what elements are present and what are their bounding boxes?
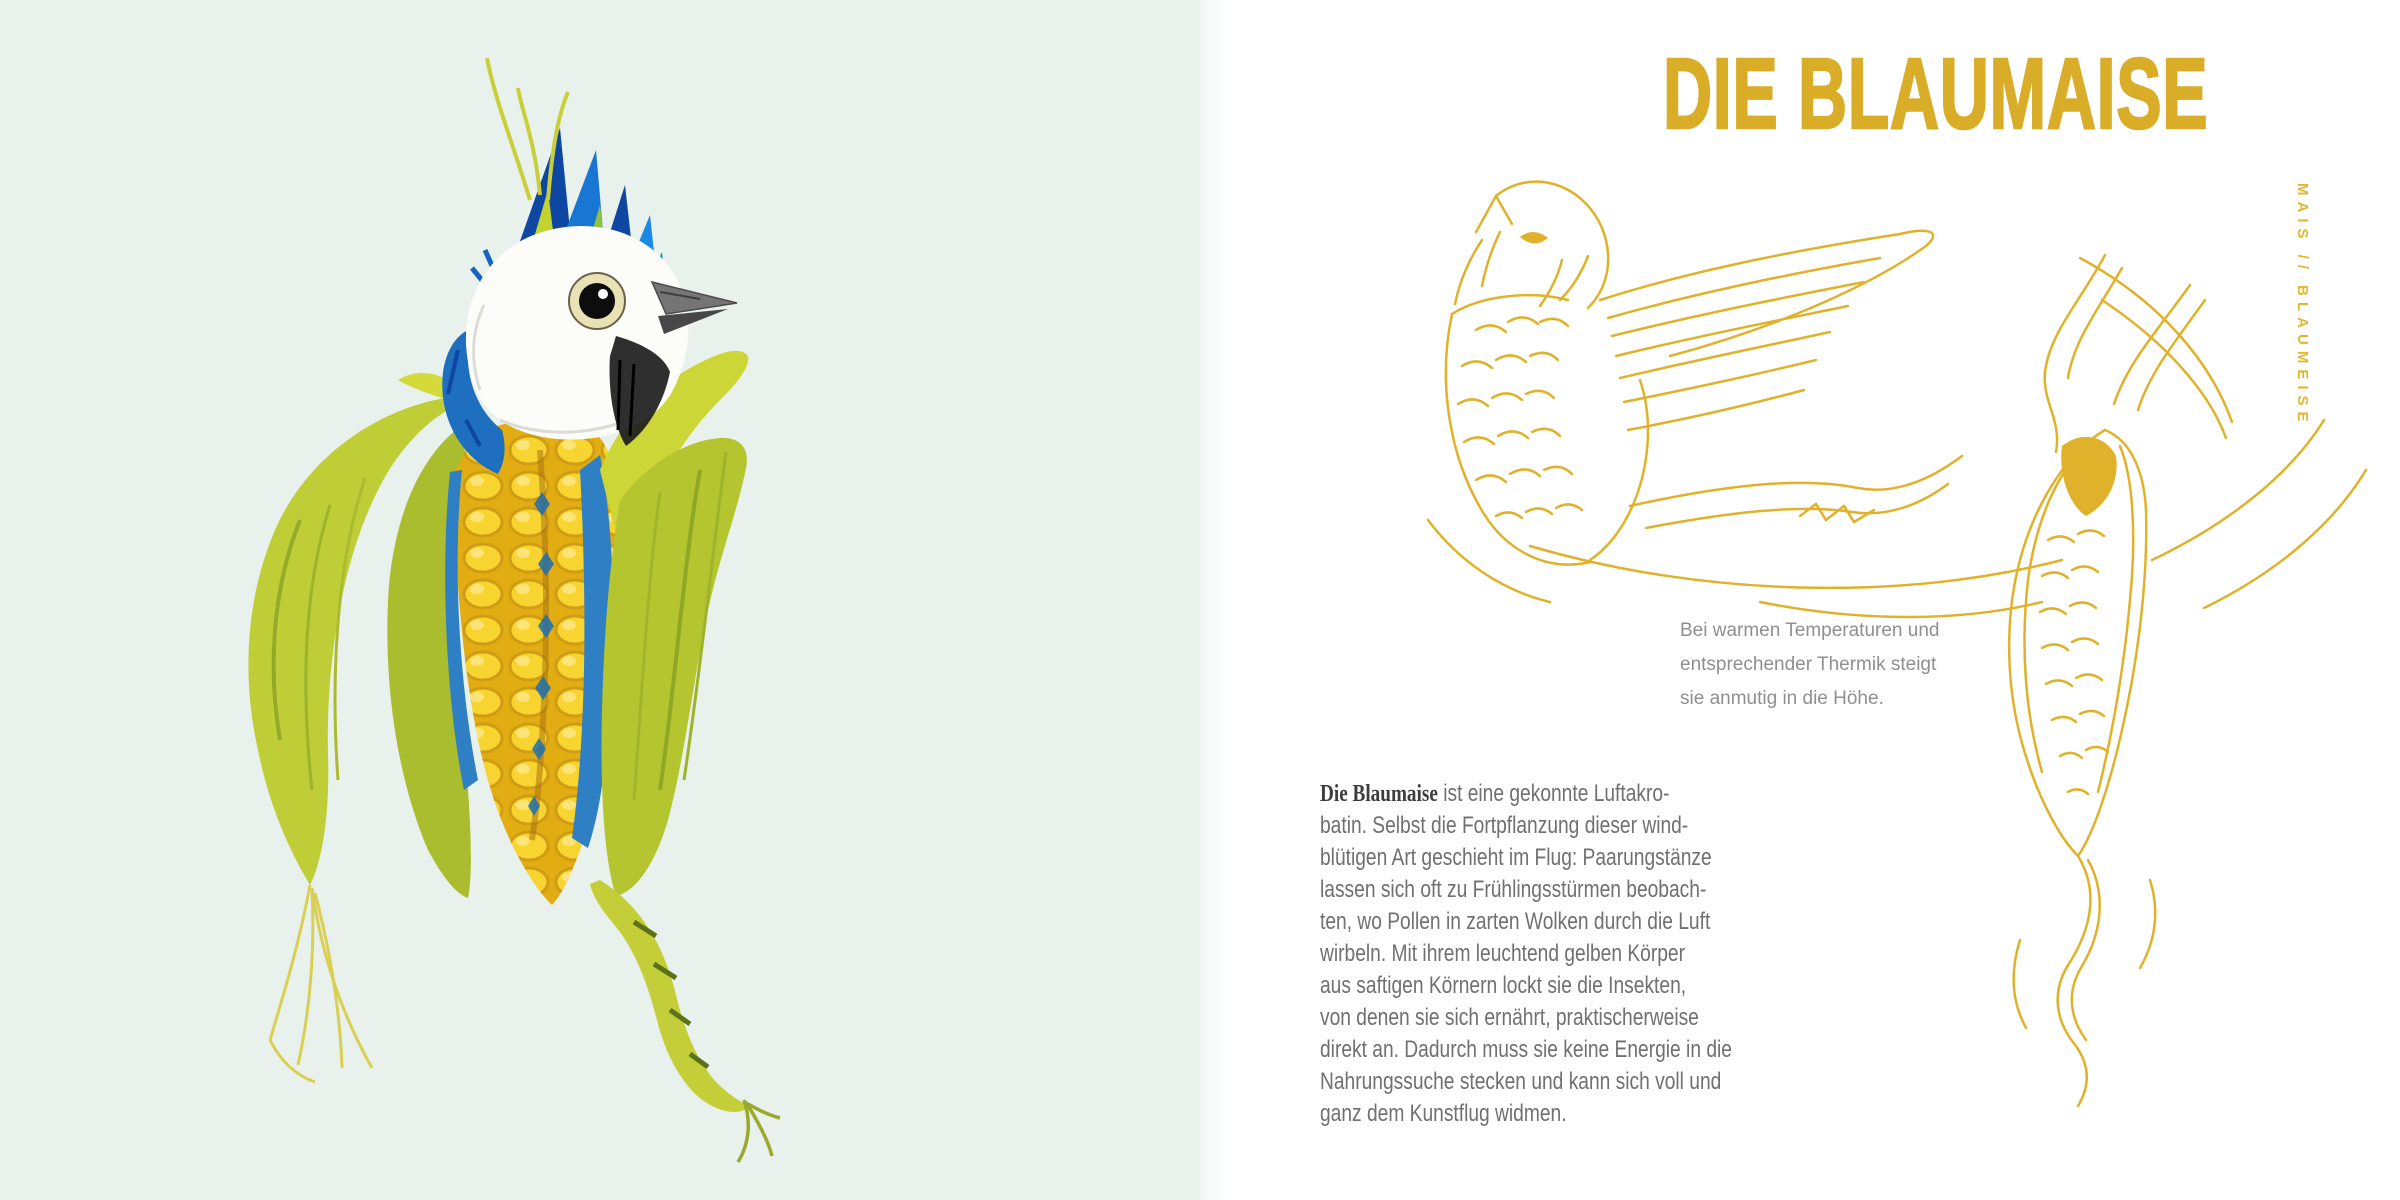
- body-line: batin. Selbst die Fortpflanzung dieser wind-: [1320, 812, 1689, 839]
- illustration-caption: [1680, 614, 1939, 716]
- side-label: MAIS // BLAUMEISE: [2294, 183, 2311, 428]
- body-line: ten, wo Pollen in zarten Wolken durch die Luft: [1320, 908, 1711, 935]
- body-line: wirbeln. Mit ihrem leuchtend gelben Körper: [1320, 940, 1685, 967]
- body-paragraph: [1320, 778, 1835, 1130]
- right-page: [1200, 0, 2400, 1200]
- body-line: lassen sich oft zu Frühlingsstürmen beobach-: [1320, 876, 1707, 903]
- rising-corn-cob-sketch: [2009, 255, 2205, 1106]
- flying-corn-bird-sketch: [1428, 182, 2366, 617]
- body-line: blütigen Art geschieht im Flug: Paarungstänze: [1320, 844, 1712, 871]
- caption-line: Bei warmen Temperaturen und: [1680, 620, 1940, 641]
- caption-line: entsprechender Thermik steigt: [1680, 654, 1937, 675]
- husk-tail: [590, 880, 780, 1162]
- body-line: Nahrungssuche stecken und kann sich voll und: [1320, 1068, 1722, 1095]
- body-line: von denen sie sich ernährt, praktischerweise: [1320, 1004, 1699, 1031]
- body-line: Die Blaumaise ist eine gekonnte Luftakro-: [1320, 780, 1670, 807]
- eye: [569, 273, 625, 329]
- species-name: Die Blaumaise: [1320, 781, 1438, 807]
- caption-line: sie anmutig in die Höhe.: [1680, 688, 1884, 709]
- page-title: DIE BLAUMAISE: [1663, 38, 2209, 150]
- body-line: aus saftigen Körnern lockt sie die Insekten,: [1320, 972, 1687, 999]
- body-line: direkt an. Dadurch muss sie keine Energie in die: [1320, 1036, 1732, 1063]
- body-line: ganz dem Kunstflug widmen.: [1320, 1100, 1567, 1127]
- beak: [652, 282, 737, 334]
- corn-silk-threads: [270, 885, 372, 1082]
